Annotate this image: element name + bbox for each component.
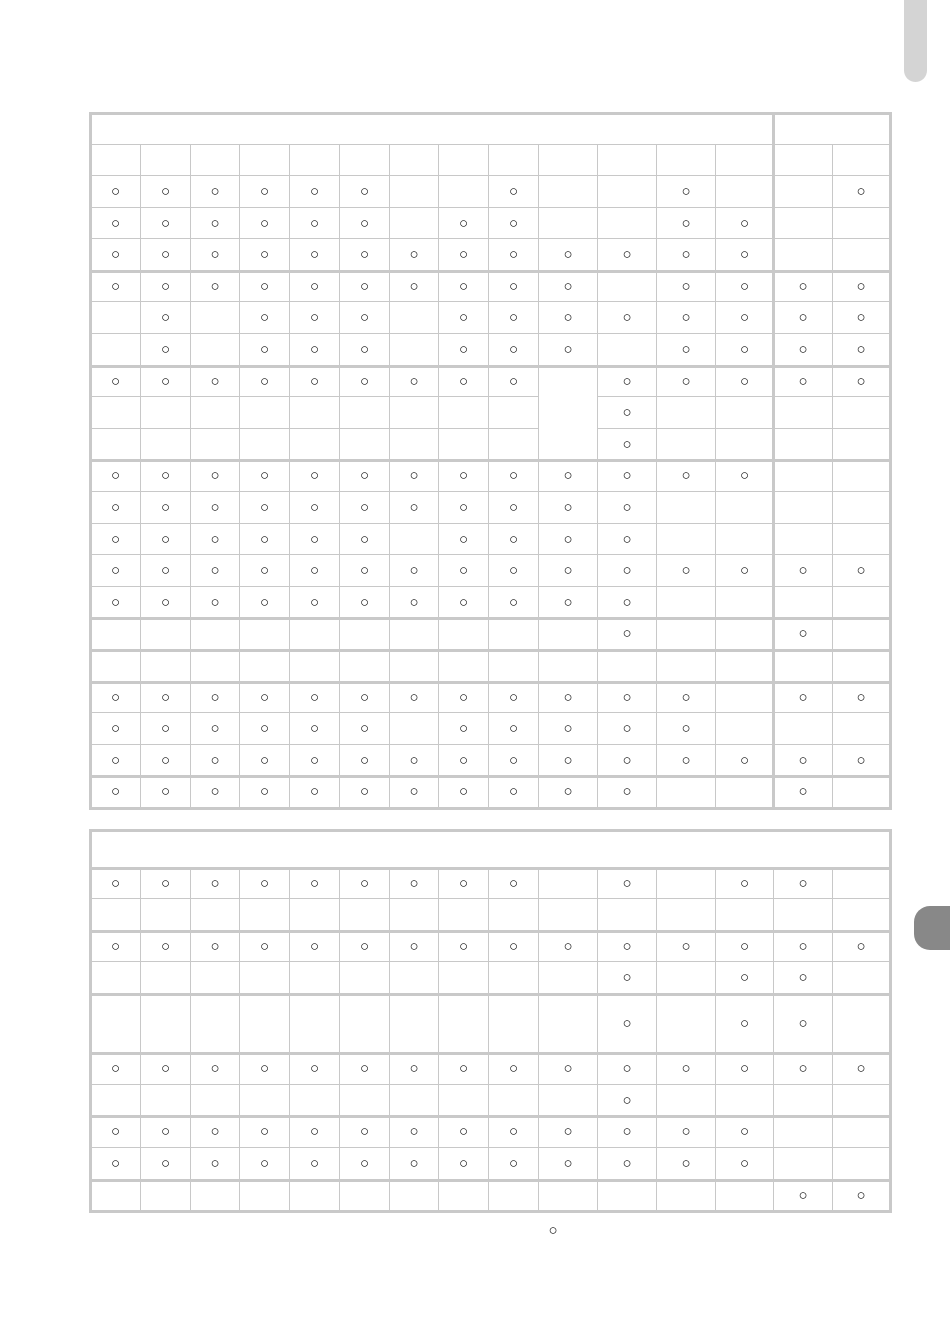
supported-mark: ○	[563, 341, 573, 358]
supported-mark: ○	[798, 372, 808, 390]
supported-mark: ○	[856, 341, 866, 358]
supported-mark: ○	[798, 625, 808, 642]
supported-mark: ○	[681, 214, 691, 232]
supported-mark: ○	[681, 1155, 691, 1172]
supported-mark: ○	[681, 720, 691, 737]
supported-mark: ○	[739, 751, 750, 769]
supported-mark: ○	[210, 277, 220, 295]
supported-mark: ○	[798, 1014, 808, 1032]
supported-mark: ○	[259, 593, 270, 611]
supported-mark: ○	[739, 372, 750, 390]
supported-mark: ○	[622, 499, 632, 516]
table1-group-separator	[89, 681, 892, 684]
supported-mark: ○	[458, 372, 469, 390]
supported-mark: ○	[259, 751, 270, 769]
supported-mark: ○	[160, 688, 171, 706]
table2-group-separator	[89, 1179, 892, 1182]
supported-mark: ○	[563, 688, 573, 706]
supported-mark: ○	[563, 562, 573, 579]
supported-mark: ○	[110, 688, 121, 706]
supported-mark: ○	[259, 309, 270, 326]
supported-mark: ○	[259, 1155, 270, 1172]
supported-mark: ○	[458, 309, 469, 326]
supported-mark: ○	[259, 277, 270, 295]
supported-mark: ○	[409, 783, 419, 800]
supported-mark: ○	[160, 783, 171, 800]
supported-mark: ○	[563, 783, 573, 800]
supported-mark: ○	[210, 530, 220, 548]
supported-mark: ○	[622, 372, 632, 390]
supported-mark: ○	[508, 688, 519, 706]
table2-group-separator	[89, 867, 892, 870]
supported-mark: ○	[160, 530, 171, 548]
supported-mark: ○	[160, 562, 171, 579]
supported-mark: ○	[458, 783, 469, 800]
supported-mark: ○	[210, 751, 220, 769]
supported-mark: ○	[739, 1123, 750, 1140]
supported-mark: ○	[359, 214, 370, 232]
supported-mark: ○	[259, 372, 270, 390]
supported-mark: ○	[622, 309, 632, 326]
supported-mark: ○	[508, 309, 519, 326]
supported-mark: ○	[458, 246, 469, 263]
supported-mark: ○	[210, 720, 220, 737]
supported-mark: ○	[798, 783, 808, 800]
supported-mark: ○	[359, 874, 370, 892]
supported-mark: ○	[681, 688, 691, 706]
supported-mark: ○	[210, 1123, 220, 1140]
supported-mark: ○	[160, 937, 171, 955]
supported-mark: ○	[508, 783, 519, 800]
supported-mark: ○	[259, 937, 270, 955]
supported-mark: ○	[160, 277, 171, 295]
supported-mark: ○	[160, 593, 171, 611]
supported-mark: ○	[210, 874, 220, 892]
supported-mark: ○	[359, 530, 370, 548]
supported-mark: ○	[622, 530, 632, 548]
supported-mark: ○	[798, 874, 808, 892]
supported-mark: ○	[563, 751, 573, 769]
supported-mark: ○	[309, 751, 320, 769]
supported-mark: ○	[110, 246, 121, 263]
supported-mark: ○	[563, 467, 573, 484]
supported-mark: ○	[160, 751, 171, 769]
supported-mark: ○	[739, 246, 750, 263]
supported-mark: ○	[309, 688, 320, 706]
supported-mark: ○	[210, 1060, 220, 1077]
supported-mark: ○	[309, 937, 320, 955]
supported-mark: ○	[160, 720, 171, 737]
supported-mark: ○	[622, 1014, 632, 1032]
supported-mark: ○	[110, 783, 121, 800]
supported-mark: ○	[259, 183, 270, 200]
supported-mark: ○	[563, 720, 573, 737]
supported-mark: ○	[508, 1123, 519, 1140]
supported-mark: ○	[210, 214, 220, 232]
supported-mark: ○	[458, 277, 469, 295]
supported-mark: ○	[259, 783, 270, 800]
supported-mark: ○	[458, 720, 469, 737]
supported-mark: ○	[798, 688, 808, 706]
supported-mark: ○	[409, 467, 419, 484]
supported-mark: ○	[798, 309, 808, 326]
supported-mark: ○	[110, 372, 121, 390]
supported-mark: ○	[458, 530, 469, 548]
supported-mark: ○	[359, 1060, 370, 1077]
supported-mark: ○	[110, 937, 121, 955]
supported-mark: ○	[508, 751, 519, 769]
supported-mark: ○	[508, 214, 519, 232]
supported-mark: ○	[110, 183, 121, 200]
supported-mark: ○	[739, 1014, 750, 1032]
supported-mark: ○	[160, 1123, 171, 1140]
supported-mark: ○	[681, 751, 691, 769]
supported-mark: ○	[210, 937, 220, 955]
table1-group-separator	[89, 270, 892, 273]
supported-mark: ○	[563, 246, 573, 263]
supported-mark: ○	[309, 183, 320, 200]
supported-mark: ○	[309, 214, 320, 232]
supported-mark: ○	[259, 688, 270, 706]
supported-mark: ○	[739, 214, 750, 232]
supported-mark: ○	[210, 783, 220, 800]
supported-mark: ○	[359, 341, 370, 358]
supported-mark: ○	[798, 562, 808, 579]
supported-mark: ○	[160, 183, 171, 200]
supported-mark: ○	[458, 1060, 469, 1077]
supported-mark: ○	[259, 1060, 270, 1077]
supported-mark: ○	[110, 751, 121, 769]
supported-mark: ○	[309, 372, 320, 390]
supported-mark: ○	[681, 309, 691, 326]
supported-mark: ○	[110, 720, 121, 737]
supported-mark: ○	[458, 467, 469, 484]
supported-mark: ○	[309, 783, 320, 800]
supported-mark: ○	[458, 751, 469, 769]
table1-group-separator	[89, 459, 892, 462]
supported-mark: ○	[110, 499, 121, 516]
table1-group-separator	[89, 617, 892, 620]
supported-mark: ○	[681, 246, 691, 263]
supported-mark: ○	[210, 246, 220, 263]
supported-mark: ○	[798, 341, 808, 358]
supported-mark: ○	[259, 499, 270, 516]
supported-mark: ○	[681, 183, 691, 200]
supported-mark: ○	[160, 1060, 171, 1077]
supported-mark: ○	[739, 874, 750, 892]
supported-mark: ○	[210, 372, 220, 390]
supported-mark: ○	[309, 720, 320, 737]
supported-mark: ○	[798, 1186, 808, 1204]
supported-mark: ○	[160, 309, 171, 326]
supported-mark: ○	[359, 1155, 370, 1172]
supported-mark: ○	[739, 277, 750, 295]
chapter-tab	[914, 906, 950, 950]
table2-frame	[89, 829, 892, 1213]
supported-mark: ○	[160, 246, 171, 263]
supported-mark: ○	[359, 783, 370, 800]
supported-mark: ○	[508, 1155, 519, 1172]
supported-mark: ○	[259, 874, 270, 892]
supported-mark: ○	[508, 246, 519, 263]
supported-mark: ○	[160, 372, 171, 390]
supported-mark: ○	[798, 277, 808, 295]
supported-mark: ○	[622, 969, 632, 986]
supported-mark: ○	[110, 562, 121, 579]
footnote-mark: ○	[548, 1222, 558, 1239]
supported-mark: ○	[259, 467, 270, 484]
table1-group-separator	[89, 365, 892, 368]
supported-mark: ○	[458, 937, 469, 955]
supported-mark: ○	[739, 969, 750, 986]
supported-mark: ○	[739, 1060, 750, 1077]
supported-mark: ○	[309, 1155, 320, 1172]
supported-mark: ○	[508, 1060, 519, 1077]
supported-mark: ○	[409, 874, 419, 892]
supported-mark: ○	[508, 467, 519, 484]
supported-mark: ○	[210, 467, 220, 484]
supported-mark: ○	[409, 1060, 419, 1077]
supported-mark: ○	[508, 562, 519, 579]
supported-mark: ○	[681, 562, 691, 579]
supported-mark: ○	[563, 1123, 573, 1140]
supported-mark: ○	[622, 246, 632, 263]
supported-mark: ○	[856, 937, 866, 955]
supported-mark: ○	[681, 1123, 691, 1140]
supported-mark: ○	[856, 562, 866, 579]
supported-mark: ○	[798, 751, 808, 769]
supported-mark: ○	[458, 214, 469, 232]
supported-mark: ○	[309, 593, 320, 611]
supported-mark: ○	[458, 499, 469, 516]
supported-mark: ○	[110, 1155, 121, 1172]
supported-mark: ○	[110, 467, 121, 484]
supported-mark: ○	[359, 562, 370, 579]
supported-mark: ○	[622, 688, 632, 706]
supported-mark: ○	[110, 214, 121, 232]
supported-mark: ○	[409, 246, 419, 263]
supported-mark: ○	[622, 404, 632, 421]
supported-mark: ○	[259, 341, 270, 358]
supported-mark: ○	[458, 874, 469, 892]
supported-mark: ○	[160, 214, 171, 232]
supported-mark: ○	[309, 341, 320, 358]
supported-mark: ○	[210, 562, 220, 579]
supported-mark: ○	[681, 467, 691, 484]
supported-mark: ○	[622, 1155, 632, 1172]
supported-mark: ○	[359, 246, 370, 263]
supported-mark: ○	[409, 1123, 419, 1140]
supported-mark: ○	[110, 277, 121, 295]
table1-group-separator	[89, 649, 892, 652]
supported-mark: ○	[359, 937, 370, 955]
supported-mark: ○	[622, 874, 632, 892]
supported-mark: ○	[856, 183, 866, 200]
supported-mark: ○	[563, 530, 573, 548]
supported-mark: ○	[309, 499, 320, 516]
supported-mark: ○	[563, 499, 573, 516]
supported-mark: ○	[309, 874, 320, 892]
supported-mark: ○	[458, 593, 469, 611]
supported-mark: ○	[739, 341, 750, 358]
supported-mark: ○	[110, 874, 121, 892]
supported-mark: ○	[259, 1123, 270, 1140]
supported-mark: ○	[160, 1155, 171, 1172]
supported-mark: ○	[458, 1155, 469, 1172]
supported-mark: ○	[856, 751, 866, 769]
supported-mark: ○	[110, 530, 121, 548]
supported-mark: ○	[409, 562, 419, 579]
supported-mark: ○	[622, 720, 632, 737]
supported-mark: ○	[622, 1060, 632, 1077]
supported-mark: ○	[359, 309, 370, 326]
supported-mark: ○	[622, 751, 632, 769]
supported-mark: ○	[359, 751, 370, 769]
supported-mark: ○	[563, 1155, 573, 1172]
supported-mark: ○	[856, 688, 866, 706]
supported-mark: ○	[681, 341, 691, 358]
supported-mark: ○	[739, 1155, 750, 1172]
supported-mark: ○	[259, 720, 270, 737]
supported-mark: ○	[210, 688, 220, 706]
supported-mark: ○	[309, 467, 320, 484]
supported-mark: ○	[622, 435, 632, 453]
supported-mark: ○	[409, 688, 419, 706]
supported-mark: ○	[458, 688, 469, 706]
supported-mark: ○	[798, 1060, 808, 1077]
supported-mark: ○	[309, 562, 320, 579]
supported-mark: ○	[798, 969, 808, 986]
supported-mark: ○	[681, 937, 691, 955]
supported-mark: ○	[210, 593, 220, 611]
section-tab-top	[904, 0, 927, 82]
supported-mark: ○	[856, 309, 866, 326]
supported-mark: ○	[508, 372, 519, 390]
supported-mark: ○	[563, 1060, 573, 1077]
supported-mark: ○	[622, 1091, 632, 1109]
supported-mark: ○	[259, 214, 270, 232]
supported-mark: ○	[409, 751, 419, 769]
supported-mark: ○	[309, 277, 320, 295]
supported-mark: ○	[508, 937, 519, 955]
supported-mark: ○	[309, 246, 320, 263]
supported-mark: ○	[160, 874, 171, 892]
table2-group-separator	[89, 1115, 892, 1118]
supported-mark: ○	[359, 720, 370, 737]
supported-mark: ○	[508, 593, 519, 611]
supported-mark: ○	[622, 467, 632, 484]
supported-mark: ○	[739, 562, 750, 579]
supported-mark: ○	[359, 499, 370, 516]
supported-mark: ○	[409, 1155, 419, 1172]
supported-mark: ○	[359, 688, 370, 706]
supported-mark: ○	[508, 530, 519, 548]
supported-mark: ○	[110, 1123, 121, 1140]
supported-mark: ○	[160, 467, 171, 484]
supported-mark: ○	[309, 1123, 320, 1140]
supported-mark: ○	[359, 593, 370, 611]
supported-mark: ○	[622, 937, 632, 955]
supported-mark: ○	[160, 499, 171, 516]
supported-mark: ○	[739, 467, 750, 484]
supported-mark: ○	[409, 277, 419, 295]
supported-mark: ○	[458, 1123, 469, 1140]
table2-group-separator	[89, 930, 892, 933]
supported-mark: ○	[359, 183, 370, 200]
supported-mark: ○	[210, 499, 220, 516]
supported-mark: ○	[622, 562, 632, 579]
supported-mark: ○	[210, 183, 220, 200]
supported-mark: ○	[458, 562, 469, 579]
supported-mark: ○	[309, 1060, 320, 1077]
supported-mark: ○	[210, 1155, 220, 1172]
supported-mark: ○	[739, 937, 750, 955]
supported-mark: ○	[508, 499, 519, 516]
supported-mark: ○	[309, 309, 320, 326]
supported-mark: ○	[508, 341, 519, 358]
supported-mark: ○	[508, 183, 519, 200]
supported-mark: ○	[409, 937, 419, 955]
table1-group-separator	[89, 775, 892, 778]
supported-mark: ○	[856, 277, 866, 295]
supported-mark: ○	[681, 1060, 691, 1077]
supported-mark: ○	[563, 593, 573, 611]
supported-mark: ○	[359, 1123, 370, 1140]
supported-mark: ○	[160, 341, 171, 358]
supported-mark: ○	[681, 277, 691, 295]
supported-mark: ○	[622, 593, 632, 611]
supported-mark: ○	[359, 277, 370, 295]
supported-mark: ○	[856, 1060, 866, 1077]
supported-mark: ○	[409, 499, 419, 516]
supported-mark: ○	[508, 720, 519, 737]
supported-mark: ○	[259, 530, 270, 548]
supported-mark: ○	[359, 467, 370, 484]
supported-mark: ○	[508, 874, 519, 892]
supported-mark: ○	[681, 372, 691, 390]
supported-mark: ○	[856, 1186, 866, 1204]
supported-mark: ○	[259, 246, 270, 263]
table2-group-separator	[89, 993, 892, 996]
supported-mark: ○	[798, 937, 808, 955]
supported-mark: ○	[110, 1060, 121, 1077]
supported-mark: ○	[622, 1123, 632, 1140]
supported-mark: ○	[458, 341, 469, 358]
table2-group-separator	[89, 1052, 892, 1055]
supported-mark: ○	[563, 277, 573, 295]
supported-mark: ○	[359, 372, 370, 390]
supported-mark: ○	[409, 372, 419, 390]
supported-mark: ○	[563, 309, 573, 326]
supported-mark: ○	[508, 277, 519, 295]
supported-mark: ○	[622, 625, 632, 642]
supported-mark: ○	[110, 593, 121, 611]
supported-mark: ○	[739, 309, 750, 326]
supported-mark: ○	[856, 372, 866, 390]
supported-mark: ○	[409, 593, 419, 611]
supported-mark: ○	[563, 937, 573, 955]
supported-mark: ○	[259, 562, 270, 579]
supported-mark: ○	[309, 530, 320, 548]
supported-mark: ○	[622, 783, 632, 800]
